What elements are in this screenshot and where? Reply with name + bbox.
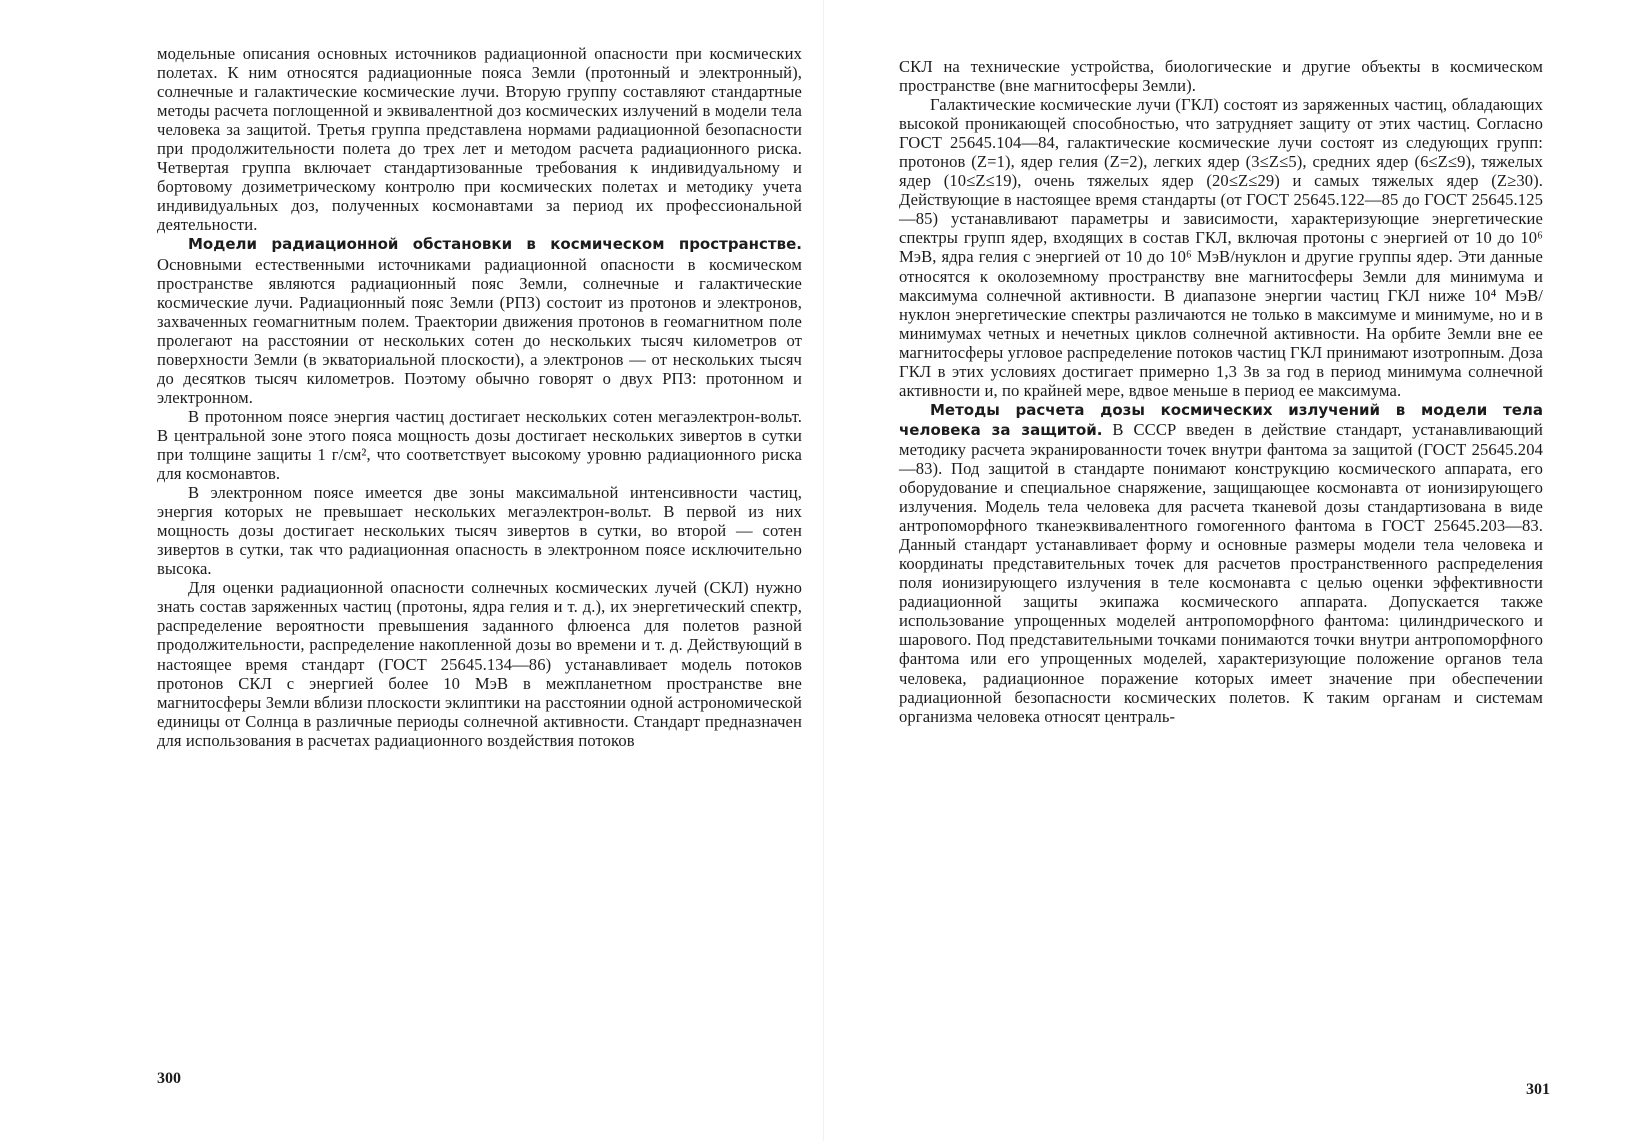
section-heading: Методы расчета дозы космических излучений в модели тела человека за защитой. bbox=[899, 400, 1543, 439]
paragraph: В протонном поясе энергия частиц достигает нескольких сотен мегаэлектрон-вольт. В центральной зоне этого пояса мощность дозы достигает нескольких зивертов в сутки при толщине защиты 1 г/см², что соответствует высокому уровню радиационного риска для космонавтов. bbox=[157, 406, 802, 484]
right-page bbox=[823, 0, 1646, 1141]
paragraph: Для оценки радиационной опасности солнечных космических лучей (СКЛ) нужно знать состав заряженных частиц (протоны, ядра гелия и т. д.), их энергетический спектр, распределение вероятности превышения заданного флюенса для полетов разной продолжительности, распределение накопленной дозы во времени и т. д. Действующий в настоящее время стандарт (ГОСТ 25645.134—86) устанавливает модель потоков протонов СКЛ с энергией более 10 МэВ в межпланетном пространстве вне магнитосферы Земли вблизи плоскости эклиптики на расстоянии одной астрономической единицы от Солнца в различные периоды солнечной активности. Стандарт предназначен для использования в расчетах радиационного воздействия потоков bbox=[157, 578, 802, 750]
paragraph: модельные описания основных источников радиационной опасности при космических полетах. К ним относятся радиационные пояса Земли (протонный и электронный), солнечные и галактические космические лучи. Вторую группу составляют стандартные методы расчета поглощенной и эквивалентной доз космических излучений в модели тела человека за защитой. Третья группа представлена нормами радиационной безопасности при продолжительности полета до трех лет и методом расчета радиационного риска. Четвертая группа включает стандартизованные требования к индивидуальному и бортовому дозиметрическому контролю при космических полетах и методику учета индивидуальных доз, полученных космонавтами за период их профессиональной деятельности. bbox=[157, 44, 802, 235]
left-text-column bbox=[157, 44, 802, 750]
paragraph bbox=[899, 400, 1543, 726]
paragraph: СКЛ на технические устройства, биологические и другие объекты в космическом пространстве (вне магнитосферы Земли). bbox=[899, 57, 1543, 96]
paragraph: В электронном поясе имеется две зоны максимальной интенсивности частиц, энергия которых не превышает нескольких мегаэлектрон-вольт. В первой из них мощность дозы достигает нескольких тысяч зивертов в сутки, во второй — сотен зивертов в сутки, так что радиационная опасность в электронном поясе исключительно высока. bbox=[157, 483, 802, 579]
right-text-column bbox=[899, 57, 1543, 726]
section-heading: Модели радиационной обстановки в космическом пространстве. bbox=[188, 235, 802, 254]
page-number: 300 bbox=[157, 1070, 181, 1087]
paragraph-body: Основными естественными источниками радиационной опасности в космическом пространстве являются радиационный пояс Земли, солнечные и галактические космические лучи. Радиационный пояс Земли (РПЗ) состоит из протонов и электронов, захваченных геомагнитным полем. Траектории движения протонов в геомагнитном поле пролегают на расстоянии от нескольких сотен до нескольких тысяч километров от поверхности Земли (в экваториальной плоскости), а электронов — от нескольких тысяч до десятков тысяч километров. Поэтому обычно говорят о двух РПЗ: протонном и электронном. bbox=[157, 254, 802, 407]
page-number: 301 bbox=[1526, 1081, 1550, 1098]
paragraph bbox=[157, 234, 802, 406]
paragraph-body: В СССР введен в действие стандарт, устанавливающий методику расчета экранированности точек внутри фантома за защитой (ГОСТ 25645.204—83). Под защитой в стандарте понимают конструкцию космического аппарата, его оборудование и специальное снаряжение, защищающее космонавта от ионизирующего излучения. Модель тела человека для расчета тканевой дозы стандартизована в виде антропоморфного тканеэквивалентного гомогенного фантома в ГОСТ 25645.203—83. Данный стандарт устанавливает форму и основные размеры модели тела человека и координаты представительных точек для расчетов пространственного распределения поля ионизирующего излучения в теле космонавта с целью оценки эффективности радиационной защиты экипажа космического аппарата. Допускается также использование упрощенных моделей антропоморфного фантома: цилиндрического и шарового. Под представительными точками понимаются точки внутри антропоморфного фантома или его упрощенных моделей, характеризующие положение органов тела человека, радиационное поражение которых имеет значение при обеспечении радиационной безопасности космических полетов. К таким органам и системам организма человека относят централь- bbox=[899, 419, 1543, 726]
paragraph: Галактические космические лучи (ГКЛ) состоят из заряженных частиц, обладающих высокой проникающей способностью, что затрудняет защиту от этих частиц. Согласно ГОСТ 25645.104—84, галактические космические лучи состоят из следующих групп: протонов (Z=1), ядер гелия (Z=2), легких ядер (3≤Z≤5), средних ядер (6≤Z≤9), тяжелых ядер (10≤Z≤19), очень тяжелых ядер (20≤Z≤29) и самых тяжелых ядер (Z≥30). Действующие в настоящее время стандарты (от ГОСТ 25645.122—85 до ГОСТ 25645.125—85) устанавливают параметры и зависимости, характеризующие энергетические спектры групп ядер, входящих в состав ГКЛ, включая протоны с энергией от 10 до 10⁶ МэВ, ядра гелия с энергией от 10 до 10⁶ МэВ/нуклон и другие группы ядер. Эти данные относятся к околоземному пространству вне магнитосферы Земли для минимума и максимума солнечной активности. В диапазоне энергии частиц ГКЛ ниже 10⁴ МэВ/нуклон энергетические спектры различаются не только в максимуме и минимуме, но и в минимумах четных и нечетных циклов солнечной активности. На орбите Земли вне ее магнитосферы угловое распределение потоков частиц ГКЛ принимают изотропным. Доза ГКЛ в этих условиях достигает примерно 1,3 Зв за год в период минимума солнечной активности и, по крайней мере, вдвое меньше в период ее максимума. bbox=[899, 95, 1543, 400]
